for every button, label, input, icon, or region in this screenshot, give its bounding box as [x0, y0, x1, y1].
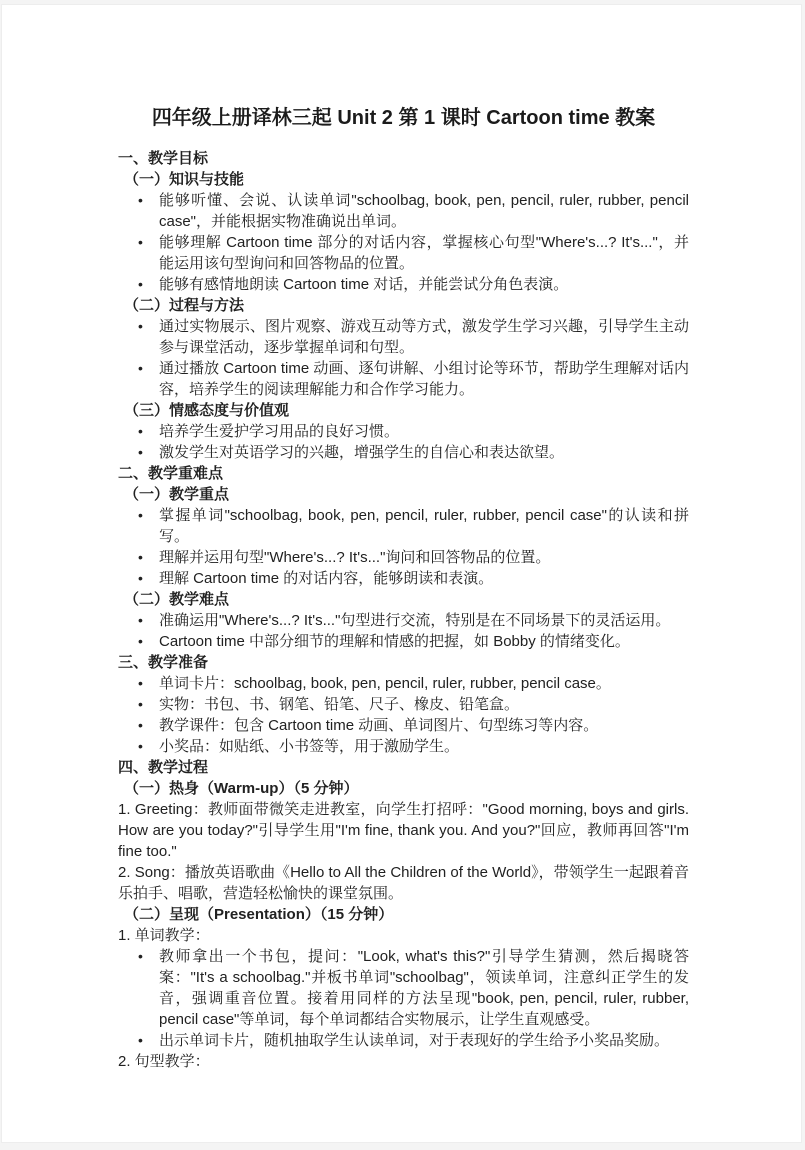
bullet-item [118, 568, 689, 589]
section-heading: 一、教学目标 [118, 150, 209, 167]
bullet-item [118, 274, 689, 295]
bullet-item [118, 631, 689, 652]
bullet-item [118, 547, 689, 568]
bullet-item [118, 442, 689, 463]
bullet-text: 通过实物展示、图片观察、游戏互动等方式，激发学生学习兴趣，引导学生主动参与课堂活动，逐步掌握单词和句型。 [159, 318, 689, 356]
sub-heading: （一）知识与技能 [124, 171, 245, 188]
bullet-text: 理解 Cartoon time 的对话内容，能够朗读和表演。 [159, 570, 494, 587]
bullet-text: 教学课件：包含 Cartoon time 动画、单词图片、句型练习等内容。 [159, 717, 599, 734]
bullet-item [118, 736, 689, 757]
bullet-item [118, 505, 689, 547]
bullet-marker-icon: • [138, 696, 143, 712]
bullet-item [118, 316, 689, 358]
bullet-item [118, 694, 689, 715]
bullet-marker-icon: • [138, 549, 143, 565]
bullet-text: 出示单词卡片，随机抽取学生认读单词，对于表现好的学生给予小奖品奖励。 [159, 1032, 670, 1049]
bullet-marker-icon: • [138, 717, 143, 733]
sub-heading: （二）呈现（Presentation）（15 分钟） [124, 906, 394, 923]
paragraph: 2. Song：播放英语歌曲《Hello to All the Children of the World》，带领学生一起跟着音乐拍手、唱歌，营造轻松愉快的课堂氛围。 [118, 864, 689, 902]
bullet-text: 激发学生对英语学习的兴趣，增强学生的自信心和表达欲望。 [159, 444, 565, 461]
section-heading: 二、教学重难点 [118, 465, 224, 482]
bullet-marker-icon: • [138, 1032, 143, 1048]
bullet-text: 能够理解 Cartoon time 部分的对话内容，掌握核心句型"Where's...? It's..."，并能运用该句型询问和回答物品的位置。 [159, 234, 689, 272]
bullet-marker-icon: • [138, 360, 143, 376]
document-body [118, 148, 689, 1072]
bullet-marker-icon: • [138, 633, 143, 649]
bullet-text: 单词卡片：schoolbag, book, pen, pencil, ruler, rubber, pencil case。 [159, 675, 611, 692]
sub-heading: （三）情感态度与价值观 [124, 402, 290, 419]
bullet-item [118, 715, 689, 736]
bullet-marker-icon: • [138, 318, 143, 334]
bullet-marker-icon: • [138, 675, 143, 691]
paragraph: 1. 单词教学： [118, 927, 210, 944]
bullet-text: 实物：书包、书、钢笔、铅笔、尺子、橡皮、铅笔盒。 [159, 696, 520, 713]
bullet-marker-icon: • [138, 192, 143, 208]
bullet-marker-icon: • [138, 570, 143, 586]
sub-heading: （一）教学重点 [124, 486, 230, 503]
section-heading: 四、教学过程 [118, 759, 209, 776]
bullet-item [118, 190, 689, 232]
document-page [1, 4, 802, 1143]
section-heading: 三、教学准备 [118, 654, 209, 671]
bullet-item [118, 610, 689, 631]
bullet-text: Cartoon time 中部分细节的理解和情感的把握，如 Bobby 的情绪变化。 [159, 633, 630, 650]
sub-heading: （二）教学难点 [124, 591, 230, 608]
bullet-marker-icon: • [138, 423, 143, 439]
bullet-text: 能够听懂、会说、认读单词"schoolbag, book, pen, pencil, ruler, rubber, pencil case"，并能根据实物准确说出单词。 [159, 192, 689, 230]
bullet-text: 培养学生爱护学习用品的良好习惯。 [159, 423, 400, 440]
bullet-text: 小奖品：如贴纸、小书签等，用于激励学生。 [159, 738, 460, 755]
bullet-text: 能够有感情地朗读 Cartoon time 对话，并能尝试分角色表演。 [159, 276, 569, 293]
bullet-marker-icon: • [138, 738, 143, 754]
paragraph: 2. 句型教学： [118, 1053, 210, 1070]
bullet-item [118, 1030, 689, 1051]
bullet-marker-icon: • [138, 444, 143, 460]
paragraph: 1. Greeting：教师面带微笑走进教室，向学生打招呼："Good morning, boys and girls. How are you today?"引导学生用"I'm fine, thank you. And you?"回应，教师再回答"I'm fine too." [118, 801, 689, 860]
bullet-marker-icon: • [138, 948, 143, 964]
bullet-text: 掌握单词"schoolbag, book, pen, pencil, ruler, rubber, pencil case"的认读和拼写。 [159, 507, 689, 545]
bullet-marker-icon: • [138, 507, 143, 523]
bullet-item [118, 946, 689, 1030]
sub-heading: （一）热身（Warm-up）（5 分钟） [124, 780, 359, 797]
bullet-text: 教师拿出一个书包，提问："Look, what's this?"引导学生猜测，然后揭晓答案："It's a schoolbag."并板书单词"schoolbag"，领读单词，注意纠正学生的发音，强调重音位置。接着用同样的方法呈现"book, pen, pencil, ruler, rubber, pencil case"等单词，每个单词都结合实物展示，让学生直观感受。 [159, 948, 689, 1028]
bullet-text: 理解并运用句型"Where's...? It's..."询问和回答物品的位置。 [159, 549, 551, 566]
sub-heading: （二）过程与方法 [124, 297, 245, 314]
bullet-marker-icon: • [138, 276, 143, 292]
document-content [118, 105, 689, 1072]
bullet-text: 准确运用"Where's...? It's..."句型进行交流，特别是在不同场景下的灵活运用。 [159, 612, 671, 629]
bullet-text: 通过播放 Cartoon time 动画、逐句讲解、小组讨论等环节，帮助学生理解对话内容，培养学生的阅读理解能力和合作学习能力。 [159, 360, 689, 398]
bullet-marker-icon: • [138, 612, 143, 628]
bullet-marker-icon: • [138, 234, 143, 250]
bullet-item [118, 421, 689, 442]
bullet-item [118, 358, 689, 400]
document-title: 四年级上册译林三起 Unit 2 第 1 课时 Cartoon time 教案 [151, 107, 656, 129]
bullet-item [118, 232, 689, 274]
bullet-item [118, 673, 689, 694]
